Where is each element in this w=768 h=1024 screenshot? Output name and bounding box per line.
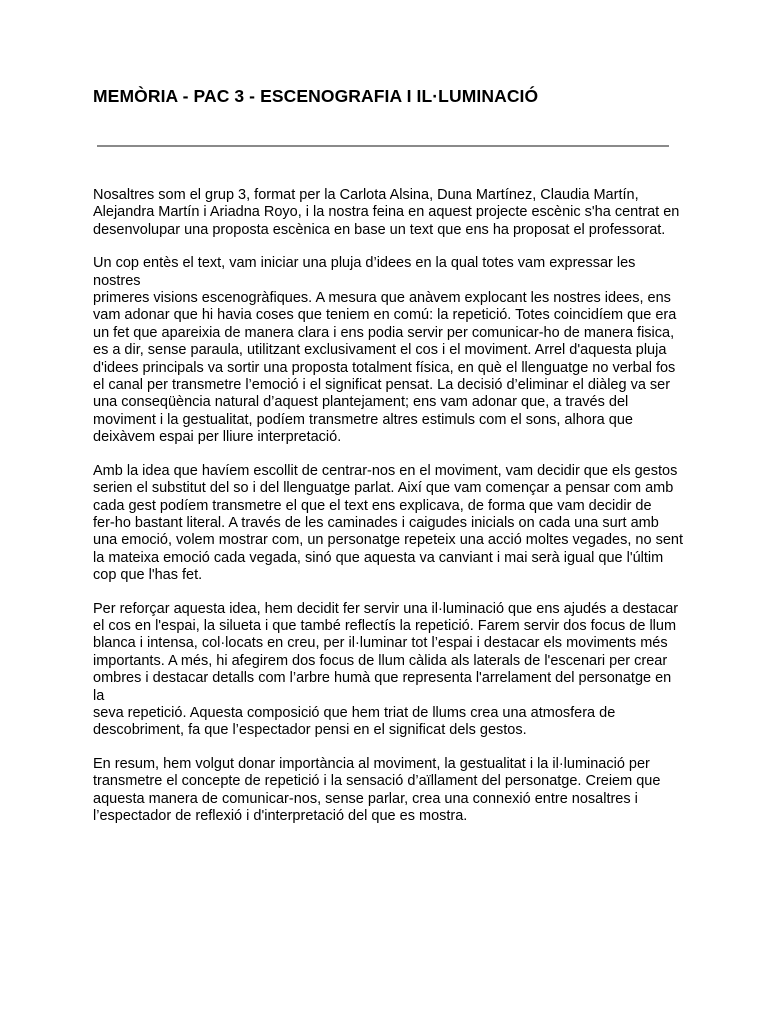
paragraph-line: d'idees principals va sortir una proposta totalment física, en què el llenguatge no verbal fos [93,359,676,376]
paragraph-line: Nosaltres som el grup 3, format per la Carlota Alsina, Duna Martínez, Claudia Martín, [93,187,639,203]
paragraph-line: descobriment, fa que l’espectador pensi en el significat dels gestos. [93,722,527,739]
title-divider [97,145,669,147]
paragraph-line: Alejandra Martín i Ariadna Royo, i la nostra feina en aquest projecte escènic s'ha centrat en [93,204,680,221]
paragraph-line: es a dir, sense paraula, utilitzant exclusivament el cos i el moviment. Arrel d'aquesta pluja [93,342,667,359]
body-paragraph-1 [93,187,683,239]
paragraph-line: Amb la idea que havíem escollit de centrar-nos en el moviment, vam decidir que els gestos [93,462,678,479]
paragraph-line: la mateixa emoció cada vegada, sinó que aquesta va canviant i mai serà igual que l'últim [93,549,664,566]
paragraph-line: una emoció, volem mostrar com, un personatge repeteix una acció moltes vegades, no sent [93,532,683,549]
paragraph-line: una conseqüència natural d’aquest plantejament; ens vam adonar que, a través del [93,394,629,411]
paragraph-line: l’espectador de reflexió i d'interpretació del que es mostra. [93,808,468,824]
paragraph-line: Per reforçar aquesta idea, hem decidit fer servir una il·luminació que ens ajudés a destacar [93,600,679,617]
body-paragraph-5 [93,756,683,826]
paragraph-line: cada gest podíem transmetre el que el text ens explicava, de forma que vam decidir de [93,497,652,514]
body-paragraph-4 [93,601,683,740]
paragraph-line: el canal per transmetre l’emoció i el significat pensat. La decisió d’eliminar el diàleg va ser [93,377,671,394]
paragraph-line: blanca i intensa, col·locats en creu, per il·luminar tot l’espai i destacar els moviments més [93,635,668,652]
paragraph-line: un fet que apareixia de manera clara i ens podia servir per comunicar-ho de manera fisica, [93,324,675,341]
paragraph-line: deixàvem espai per lliure interpretació. [93,429,342,446]
paragraph-line: desenvolupar una proposta escènica en base un text que ens ha proposat el professorat. [93,221,666,238]
paragraph-line: moviment i la gestualitat, podíem transmetre altres estimuls com el sons, alhora que [93,411,633,428]
paragraph-line: primeres visions escenogràfiques. A mesura que anàvem explocant les nostres idees, ens [93,290,671,307]
paragraph-line: serien el substitut del so i del llenguatge parlat. Així que vam començar a pensar com amb [93,480,674,497]
document-body [93,187,683,841]
paragraph-line: el cos en l'espai, la silueta i que també reflectís la repetició. Farem servir dos focus de llum [93,617,677,634]
paragraph-line: fer-ho bastant literal. A través de les caminades i caigudes inicials on cada una surt amb [93,514,659,531]
paragraph-line: seva repetició. Aquesta composició que hem triat de llums crea una atmosfera de [93,704,616,721]
paragraph-line: cop que l'has fet. [93,567,203,584]
paragraph-line: ombres i destacar detalls com l’arbre humà que representa l'arrelament del personatge en la [93,670,672,704]
document-title: MEMÒRIA - PAC 3 - ESCENOGRAFIA I IL·LUMINACIÓ [93,86,539,106]
paragraph-line: aquesta manera de comunicar-nos, sense parlar, crea una connexió entre nosaltres i [93,790,638,807]
paragraph-line: transmetre el concepte de repetició i la sensació d’aïllament del personatge. Creiem que [93,773,661,790]
paragraph-line: En resum, hem volgut donar importància al moviment, la gestualitat i la il·luminació per [93,755,650,772]
paragraph-line: importants. A més, hi afegirem dos focus de llum càlida als laterals de l'escenari per crear [93,652,668,669]
body-paragraph-3 [93,463,683,585]
body-paragraph-2 [93,255,683,446]
paragraph-line: vam adonar que hi havia coses que teniem en comú: la repetició. Totes coincidíem que era [93,307,677,324]
paragraph-line: Un cop entès el text, vam iniciar una pluja d’idees en la qual totes vam expressar les nostres [93,255,636,289]
